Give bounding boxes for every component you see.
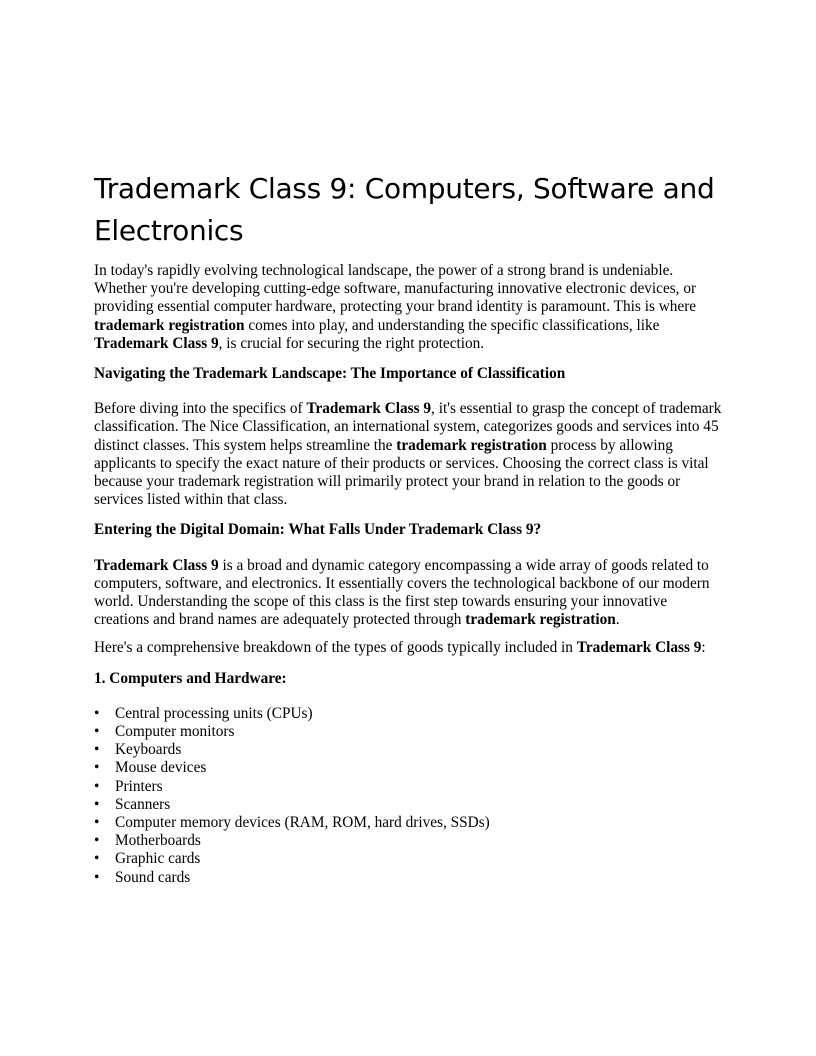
section1-heading: Navigating the Trademark Landscape: The Importance of Classification — [94, 365, 566, 383]
breakdown-text-1: Here's a comprehensive breakdown of the types of goods typically included in — [94, 639, 577, 657]
bullet-icon: • — [94, 814, 100, 832]
list-item — [94, 705, 726, 723]
breakdown-bold-1: Trademark Class 9 — [576, 639, 702, 657]
list-item-text: Printers — [115, 777, 163, 795]
bullet-icon: • — [94, 704, 100, 722]
list-item — [94, 869, 726, 887]
list-item — [94, 778, 726, 796]
list-item-text: Graphic cards — [115, 850, 201, 868]
intro-bold-1: trademark registration — [94, 316, 245, 334]
intro-text-1: In today's rapidly evolving technological landscape, the power of a strong brand is undeniable. Whether you're developing cutting-edge software, manufacturing innovative electronic devices, or providing essential computer hardware, protecting your brand identity is paramount. This is where — [94, 262, 697, 316]
bullet-icon: • — [94, 723, 100, 741]
list-item-text: Sound cards — [115, 868, 191, 886]
section2-paragraph — [94, 557, 726, 630]
category1-list — [94, 705, 726, 887]
list-item-text: Central processing units (CPUs) — [115, 704, 313, 722]
list-item — [94, 741, 726, 759]
list-item — [94, 850, 726, 868]
document-title: Trademark Class 9: Computers, Software and Electronics — [94, 172, 715, 247]
list-item-text: Computer monitors — [115, 723, 235, 741]
bullet-icon: • — [94, 777, 100, 795]
section2-heading: Entering the Digital Domain: What Falls Under Trademark Class 9? — [94, 521, 542, 539]
section2-text-1: is a broad and dynamic category encompassing a wide array of goods related to computers, software, and electronics. It essentially covers the technological backbone of our modern world. Understanding the scope of this class is the first step towards ensuring your innovative creations and brand names are adequately protected through — [94, 556, 710, 629]
section1-bold-1: Trademark Class 9 — [306, 400, 432, 418]
bullet-icon: • — [94, 741, 100, 759]
section2-bold-2: trademark registration — [465, 611, 616, 629]
intro-text-2: comes into play, and understanding the specific classifications, like — [244, 316, 660, 334]
list-item — [94, 723, 726, 741]
bullet-icon: • — [94, 759, 100, 777]
section1-text-3: process by allowing applicants to specify the exact nature of their products or services. Choosing the correct class is vital because your trademark registration will primarily protect your brand in relation to the goods or services listed within that class. — [94, 436, 709, 509]
list-item-text: Computer memory devices (RAM, ROM, hard drives, SSDs) — [115, 814, 490, 832]
list-item-text: Mouse devices — [115, 759, 207, 777]
section1-text-1: Before diving into the specifics of — [94, 400, 307, 418]
intro-text-3: , is crucial for securing the right protection. — [218, 334, 485, 352]
section1-bold-2: trademark registration — [396, 436, 547, 454]
breakdown-paragraph — [94, 639, 726, 657]
list-item — [94, 759, 726, 777]
list-item-text: Motherboards — [115, 832, 201, 850]
bullet-icon: • — [94, 868, 100, 886]
section2-bold-1: Trademark Class 9 — [94, 556, 219, 574]
document-page — [94, 168, 726, 887]
list-item-text: Scanners — [115, 795, 171, 813]
list-item — [94, 796, 726, 814]
section1-paragraph — [94, 400, 726, 509]
list-item-text: Keyboards — [115, 741, 182, 759]
section1-text-2: , it's essential to grasp the concept of trademark classification. The Nice Classification, an international system, categorizes goods and services into 45 distinct classes. This system helps streamline the — [94, 400, 722, 454]
bullet-icon: • — [94, 832, 100, 850]
section2-text-2: . — [615, 611, 620, 629]
bullet-icon: • — [94, 850, 100, 868]
intro-bold-2: Trademark Class 9 — [94, 334, 219, 352]
bullet-icon: • — [94, 795, 100, 813]
intro-paragraph — [94, 262, 726, 353]
list-item — [94, 814, 726, 832]
list-item — [94, 832, 726, 850]
category1-heading: 1. Computers and Hardware: — [94, 669, 287, 687]
breakdown-text-2: : — [701, 639, 706, 657]
